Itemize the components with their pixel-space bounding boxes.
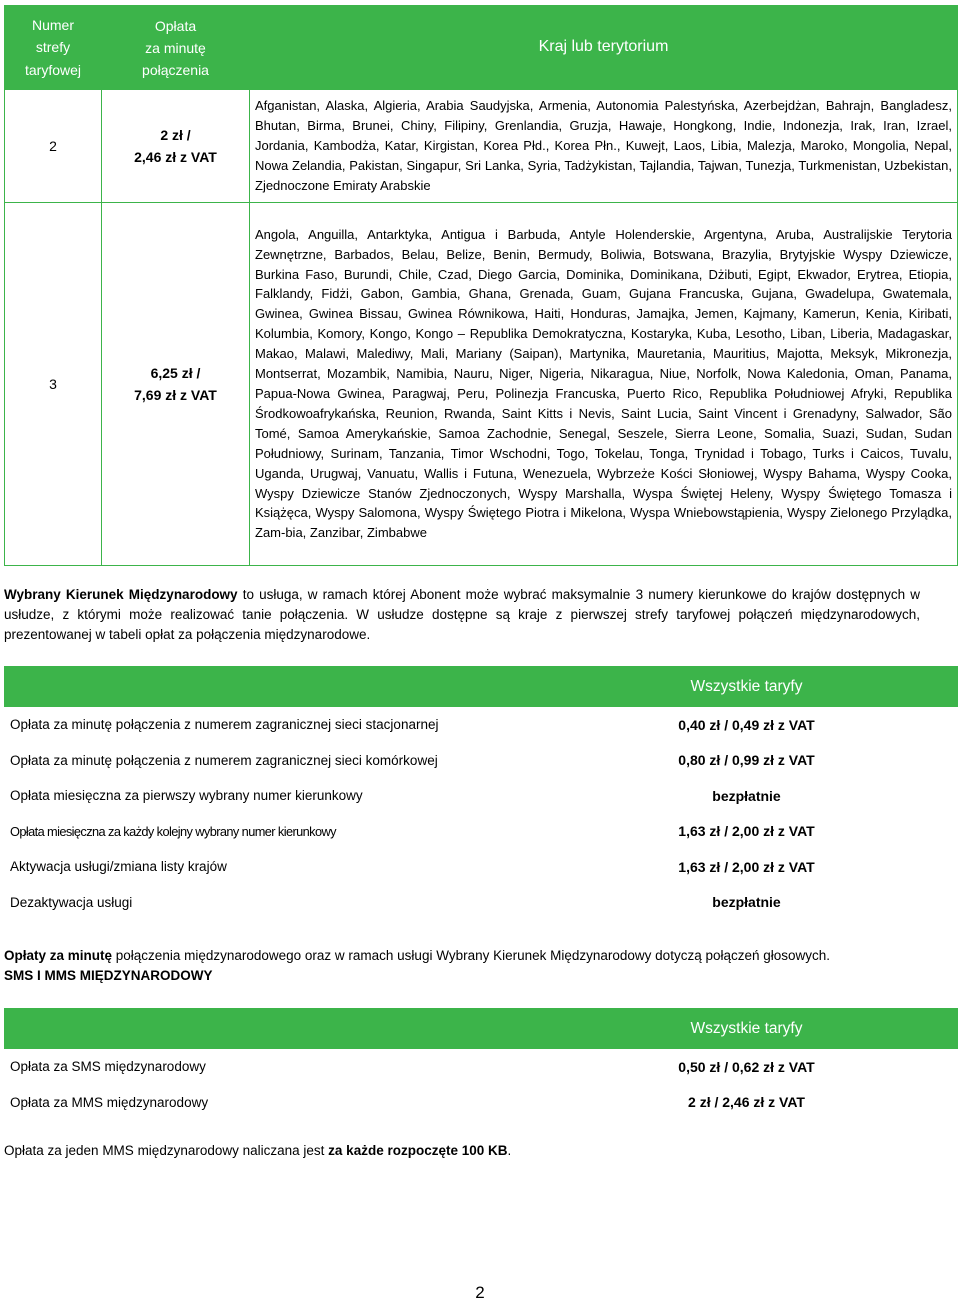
mms-note-bold: za każde rozpoczęte 100 KB (328, 1143, 508, 1158)
header-country: Kraj lub terytorium (250, 6, 958, 90)
tariff-header-row (4, 666, 958, 707)
zone-price-net: 6,25 zł / (150, 365, 201, 381)
mms-note (4, 1141, 920, 1161)
header-price (102, 6, 250, 90)
wkm-description (4, 585, 920, 645)
tariff-table-calls (4, 666, 958, 920)
zone-number: 2 (5, 90, 102, 203)
mms-note-text: Opłata za jeden MMS międzynarodowy naliczana jest (4, 1143, 329, 1158)
zone-countries: Afganistan, Alaska, Algieria, Arabia Saudyjska, Armenia, Autonomia Palestyńska, Azerbejdżan, Bahrajn, Bangladesz, Bhutan, Birma, Brunei, Chiny, Filipiny, Grenlandia, Gruzja, Hawaje, Hongkong, Indie, Indonezja, Irak, Iran, Izrael, Jordania, Kambodża, Katar, Kirgistan, Korea Płd., Korea Płn., Kuwejt, Laos, Libia, Malezja, Maroko, Mongolia, Nepal, Nowa Zelandia, Pakistan, Singapur, Sri Lanka, Syria, Tadżykistan, Tajlandia, Tajwan, Tunezja, Turkmenistan, Uzbekistan, Zjednoczone Emiraty Arabskie (250, 90, 958, 203)
tariff-row (4, 885, 958, 921)
tariff-row (4, 1049, 958, 1085)
zone-row (5, 90, 958, 203)
zone-price (102, 90, 250, 203)
header-zone-line1: Numer (31, 16, 74, 33)
calls-note-text: połączenia międzynarodowego oraz w ramach usługi Wybrany Kierunek Międzynarodowy dotyczą połączeń głosowych. (112, 948, 831, 963)
tariff-row (4, 814, 958, 850)
tariff-label: Opłata za MMS międzynarodowy (10, 1094, 209, 1110)
tariff-row (4, 849, 958, 885)
tariff-label: Opłata miesięczna za pierwszy wybrany numer kierunkowy (10, 788, 363, 804)
header-zone-number (5, 6, 102, 90)
tariff-label: Opłata miesięczna za każdy kolejny wybrany numer kierunkowy (10, 823, 336, 839)
zone-price-gross: 2,46 zł z VAT (134, 149, 217, 165)
header-price-line3: połączenia (142, 61, 209, 78)
page-number: 2 (475, 1283, 485, 1302)
tariff-label: Opłata za minutę połączenia z numerem zagranicznej sieci komórkowej (10, 752, 438, 768)
tariff-table-sms-mms (4, 1008, 958, 1120)
header-zone-line2: strefy (35, 39, 71, 56)
zones-table (4, 5, 958, 566)
tariff-value: 1,63 zł / 2,00 zł z VAT (678, 858, 815, 875)
tariff-header-all: Wszystkie taryfy (535, 1008, 958, 1049)
tariff-value: 0,80 zł / 0,99 zł z VAT (678, 752, 815, 769)
tariff-row (4, 1085, 958, 1121)
wkm-name: Wybrany Kierunek Międzynarodowy (4, 587, 238, 602)
tariff-header-blank (4, 1008, 535, 1049)
tariff-value: 0,40 zł / 0,49 zł z VAT (678, 716, 815, 733)
calls-note (4, 946, 944, 986)
tariff-row (4, 778, 958, 814)
zone-countries: Angola, Anguilla, Antarktyka, Antigua i Barbuda, Antyle Holenderskie, Argentyna, Aruba, Australijskie Terytoria Zewnętrzne, Barbados, Belau, Belize, Benin, Bermudy, Boliwia, Botswana, Brazylia, Brytyjskie Wyspy Dziewicze, Burkina Faso, Burundi, Chile, Czad, Diego Garcia, Dominika, Dominikana, Dżibuti, Egipt, Ekwador, Erytrea, Etiopia, Falklandy, Fidżi, Gabon, Gambia, Ghana, Grenada, Guam, Gujana Francuska, Gujana, Gwadelupa, Gwatemala, Gwinea, Gwinea Bissau, Gwinea Równikowa, Haiti, Honduras, Jamajka, Jemen, Kajmany, Kamerun, Kenia, Kiribati, Kolumbia, Komory, Kongo, Kongo – Republika Demokratyczna, Kostaryka, Kuba, Lesotho, Liban, Liberia, Madagaskar, Makao, Malawi, Malediwy, Mali, Mariany (Saipan), Martynika, Mauretania, Mauritius, Majotta, Meksyk, Mikronezja, Montserrat, Mozambik, Namibia, Nauru, Niger, Nigeria, Nikaragua, Niue, Norfolk, Nowa Kaledonia, Oman, Panama, Papua-Nowa Gwinea, Paragwaj, Peru, Polinezja Francuska, Puerto Rico, Republika Południowej Afryki, Republika Środkowoafrykańska, Reunion, Rwanda, Saint Kitts i Nevis, Saint Lucia, Saint Vincent i Grenadyny, Salwador, São Tomé, Samoa Amerykańskie, Samoa Zachodnie, Senegal, Seszele, Sierra Leone, Somalia, Suazi, Sudan, Sudan Południowy, Surinam, Tanzania, Timor Wschodni, Togo, Tokelau, Tonga, Trynidad i Tobago, Turks i Caicos, Tuvalu, Uganda, Urugwaj, Vanuatu, Wallis i Futuna, Wenezuela, Wybrzeże Kości Słoniowej, Wyspy Bahama, Wyspy Cooka, Wyspy Dziewicze Stanów Zjednoczonych, Wyspy Marshalla, Wyspa Świętej Heleny, Wyspy Świętego Tomasza i Książęca, Wyspy Salomona, Wyspy Świętego Piotra i Mikelona, Wyspa Wniebowstąpienia, Wyspy Zielonego Przylądka, Zam-bia, Zanzibar, Zimbabwe (250, 203, 958, 566)
tariff-row (4, 743, 958, 779)
tariff-label: Opłata za minutę połączenia z numerem zagranicznej sieci stacjonarnej (10, 717, 439, 733)
tariff-value: 0,50 zł / 0,62 zł z VAT (678, 1058, 815, 1075)
header-price-line2: za minutę (145, 39, 206, 56)
tariff-value: bezpłatnie (712, 894, 781, 911)
tariff-header-all: Wszystkie taryfy (535, 666, 958, 707)
zone-price-net: 2 zł / (160, 127, 191, 143)
zone-row (5, 203, 958, 566)
header-zone-line3: taryfowej (24, 61, 82, 78)
wkm-text: to usługa, w ramach której Abonent może wybrać maksymalnie 3 numery kierunkowe do krajów dostępnych w usłudze, z którymi może realizować tanie połączenia. W usłudze dostępne są kraje z pierwszej strefy taryfowej połączeń międzynarodowych, prezentowanej w tabeli opłat za połączenia międzynarodowe. (4, 587, 920, 642)
tariff-label: Opłata za SMS międzynarodowy (10, 1059, 206, 1075)
calls-note-bold: Opłaty za minutę (4, 948, 113, 963)
tariff-value: 1,63 zł / 2,00 zł z VAT (678, 823, 815, 840)
tariff-value: 2 zł / 2,46 zł z VAT (688, 1094, 805, 1111)
header-price-line1: Opłata (154, 17, 197, 34)
zone-price-gross: 7,69 zł z VAT (134, 387, 217, 403)
section-title-sms-mms: SMS I MMS MIĘDZYNARODOWY (4, 968, 213, 983)
zone-number: 3 (5, 203, 102, 566)
tariff-label: Aktywacja usługi/zmiana listy krajów (10, 859, 227, 875)
tariff-value: bezpłatnie (712, 787, 781, 804)
mms-note-end: . (507, 1143, 512, 1158)
zones-header-row (5, 6, 958, 90)
tariff-row (4, 707, 958, 743)
tariff-header-row (4, 1008, 958, 1049)
tariff-label: Dezaktywacja usługi (10, 894, 133, 910)
zone-price (102, 203, 250, 566)
tariff-header-blank (4, 666, 535, 707)
